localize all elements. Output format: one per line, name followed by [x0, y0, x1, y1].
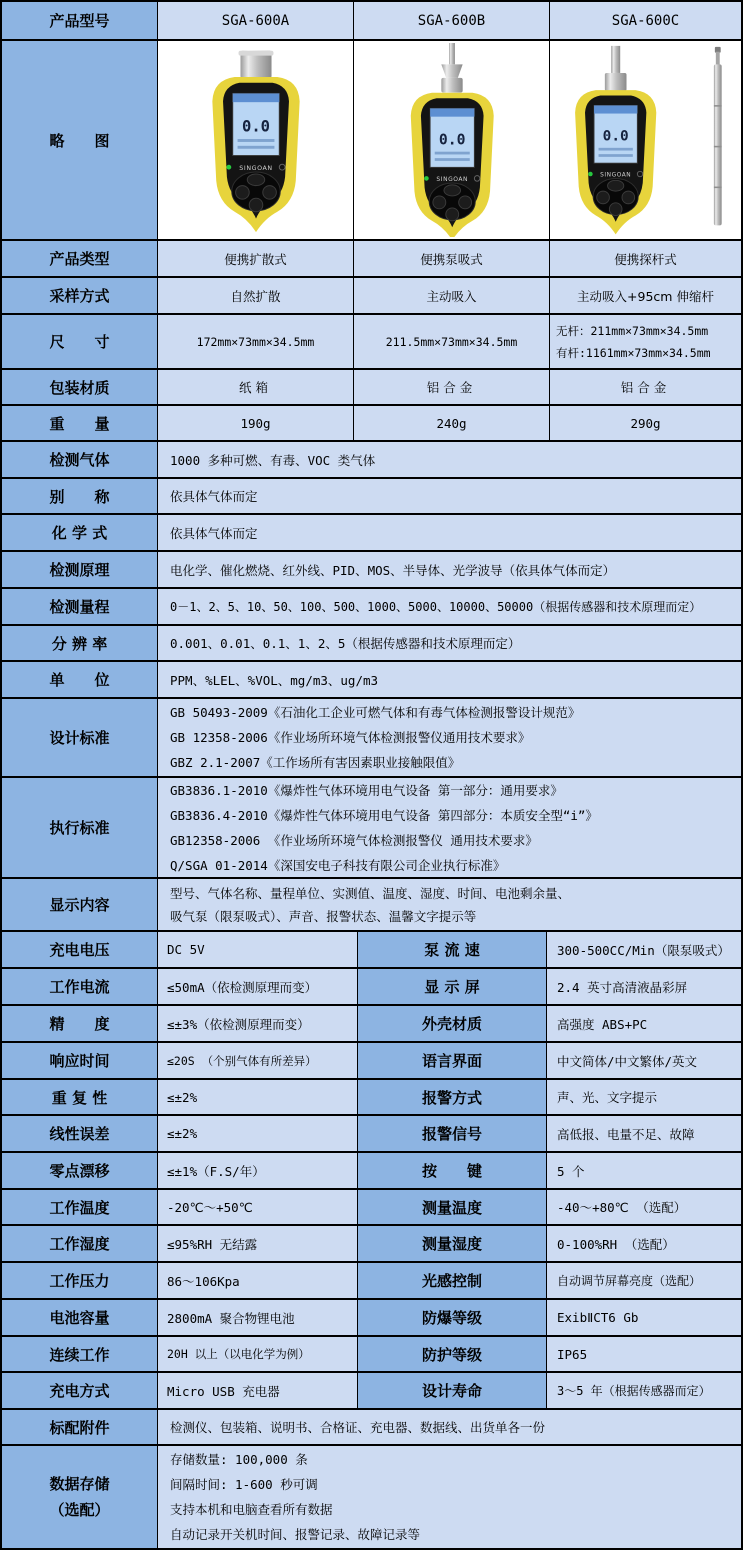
storage-line: 存储数量: 100,000 条 [170, 1452, 308, 1467]
row-label: 精 度 [2, 1006, 157, 1041]
standard-line: GB 50493-2009《石油化工企业可燃气体和有毒气体检测报警设计规范》 [170, 705, 581, 720]
row-label: 工作电流 [2, 969, 157, 1004]
row-label: 产品类型 [2, 241, 157, 276]
row-label: 工作温度 [2, 1190, 157, 1224]
spec-value: 240g [353, 406, 549, 440]
spec-value: 3～5 年（根据传感器而定） [546, 1373, 741, 1408]
spec-value: -40～+80℃ （选配） [546, 1190, 741, 1224]
spec-value: 纸箱 [157, 370, 353, 404]
table-row-exec-standards [2, 776, 741, 877]
model-name-a: SGA-600A [157, 2, 353, 39]
table-row [2, 624, 741, 660]
device-illustration-sga-600b [377, 43, 527, 237]
row-label: 设计寿命 [357, 1373, 546, 1408]
table-row [2, 1371, 741, 1408]
table-row [2, 1188, 741, 1224]
brand-text: SINGOAN [599, 172, 631, 179]
row-label: 测量温度 [357, 1190, 546, 1224]
table-row [2, 660, 741, 697]
table-row [2, 587, 741, 624]
row-label: 工作压力 [2, 1263, 157, 1298]
storage-line: 支持本机和电脑查看所有数据 [170, 1502, 333, 1517]
spec-value: DC 5V [157, 932, 357, 967]
device-illustration-sga-600c [551, 43, 741, 237]
spec-value: 高低报、电量不足、故障 [546, 1116, 741, 1151]
row-label: 包装材质 [2, 370, 157, 404]
row-label: 显示内容 [2, 879, 157, 930]
spec-value: 中文简体/中文繁体/英文 [546, 1043, 741, 1078]
row-label: 充电电压 [2, 932, 157, 967]
spec-value: 便携扩散式 [157, 241, 353, 276]
table-row [2, 368, 741, 404]
spec-value: 300-500CC/Min（限泵吸式） [546, 932, 741, 967]
spec-value [157, 778, 741, 877]
status-led [226, 165, 231, 170]
table-row-display-content [2, 877, 741, 930]
model-name-c: SGA-600C [549, 2, 741, 39]
spec-value: 自然扩散 [157, 278, 353, 313]
spec-value: 0.001、0.01、0.1、1、2、5（根据传感器和技术原理而定） [157, 626, 741, 660]
row-label: 连续工作 [2, 1337, 157, 1371]
storage-line: 间隔时间: 1-600 秒可调 [170, 1477, 318, 1492]
row-label: 电池容量 [2, 1300, 157, 1335]
row-label: 分 辨 率 [2, 626, 157, 660]
spec-value: 高强度 ABS+PC [546, 1006, 741, 1041]
spec-value [157, 879, 741, 930]
table-row-accessories [2, 1408, 741, 1444]
row-label-line: （选配） [49, 1501, 110, 1519]
spec-value: ≤±2% [157, 1116, 357, 1151]
table-row [2, 930, 741, 967]
spec-value: 5 个 [546, 1153, 741, 1188]
row-label [2, 1446, 157, 1548]
spec-value: 211.5mm×73mm×34.5mm [353, 315, 549, 368]
row-label: 重 复 性 [2, 1080, 157, 1114]
row-label: 零点漂移 [2, 1153, 157, 1188]
spec-value: 2800mA 聚合物锂电池 [157, 1300, 357, 1335]
table-row [2, 1261, 741, 1298]
standard-line: Q/SGA 01-2014《深国安电子科技有限公司企业执行标准》 [170, 857, 506, 873]
spec-value: ≤95%RH 无结露 [157, 1226, 357, 1261]
spec-value: IP65 [546, 1337, 741, 1371]
row-label: 充电方式 [2, 1373, 157, 1408]
row-label-product-model: 产品型号 [2, 2, 157, 39]
row-label: 显 示 屏 [357, 969, 546, 1004]
probe-tube [449, 43, 455, 64]
standard-line: GB 12358-2006《作业场所环境气体检测报警仪通用技术要求》 [170, 730, 531, 745]
spec-value: ≤50mA（依检测原理而变） [157, 969, 357, 1004]
sketch-cell-b [353, 41, 549, 239]
spec-value: 1000 多种可燃、有毒、VOC 类气体 [157, 442, 741, 477]
telescopic-rod-illustration [713, 47, 721, 225]
table-row [2, 1335, 741, 1371]
table-row [2, 513, 741, 550]
row-label: 泵 流 速 [357, 932, 546, 967]
standard-line: GB12358-2006 《作业场所环境气体检测报警仪 通用技术要求》 [170, 832, 538, 848]
row-label: 语言界面 [357, 1043, 546, 1078]
row-label: 报警信号 [357, 1116, 546, 1151]
row-label: 防爆等级 [357, 1300, 546, 1335]
row-label: 单 位 [2, 662, 157, 697]
spec-value: 依具体气体而定 [157, 479, 741, 513]
table-row [2, 239, 741, 276]
probe-tube [611, 46, 620, 73]
row-label: 别 称 [2, 479, 157, 513]
row-label: 防护等级 [357, 1337, 546, 1371]
spec-value: 86～106Kpa [157, 1263, 357, 1298]
row-label: 设计标准 [2, 699, 157, 776]
row-label: 报警方式 [357, 1080, 546, 1114]
spec-value: 检测仪、包装箱、说明书、合格证、充电器、数据线、出货单各一份 [157, 1410, 741, 1444]
spec-value [157, 1446, 741, 1548]
row-label: 检测原理 [2, 552, 157, 587]
row-label: 响应时间 [2, 1043, 157, 1078]
brand-text: SINGOAN [435, 176, 468, 184]
screen-reading: 0.0 [438, 131, 466, 149]
row-label-line: 数据存储 [49, 1475, 110, 1493]
spec-value: 铝合金 [353, 370, 549, 404]
table-row [2, 550, 741, 587]
row-label: 采样方式 [2, 278, 157, 313]
table-row [2, 477, 741, 513]
screen-reading: 0.0 [241, 117, 270, 136]
spec-value: ≤±1%（F.S/年） [157, 1153, 357, 1188]
display-content-line: 型号、气体名称、量程单位、实测值、温度、湿度、时间、电池剩余量、 [170, 885, 571, 901]
spec-value: Micro USB 充电器 [157, 1373, 357, 1408]
table-row [2, 1004, 741, 1041]
table-row-data-storage [2, 1444, 741, 1548]
sketch-cell-a [157, 41, 353, 239]
spec-value: ≤±2% [157, 1080, 357, 1114]
table-row [2, 1224, 741, 1261]
table-row [2, 1151, 741, 1188]
spec-value: 主动吸入 [353, 278, 549, 313]
row-label: 尺 寸 [2, 315, 157, 368]
brand-text: SINGOAN [238, 165, 273, 173]
row-label: 重 量 [2, 406, 157, 440]
spec-value: 铝合金 [549, 370, 741, 404]
device-illustration-sga-600a [181, 43, 331, 237]
table-row-header [2, 2, 741, 39]
display-content-line: 吸气泵（限泵吸式）、声音、报警状态、温馨文字提示等 [170, 908, 477, 924]
row-label: 检测气体 [2, 442, 157, 477]
dimension-line: 有杆:1161mm×73mm×34.5mm [556, 345, 711, 360]
table-row [2, 967, 741, 1004]
sketch-cell-c [549, 41, 741, 239]
spec-value: 0－1、2、5、10、50、100、500、1000、5000、10000、50000（根据传感器和技术原理而定） [157, 589, 741, 624]
spec-value: 20H 以上（以电化学为例） [157, 1337, 357, 1371]
row-label-sketch: 略 图 [2, 41, 157, 239]
table-row [2, 404, 741, 440]
spec-value: 电化学、催化燃烧、红外线、PID、MOS、半导体、光学波导（依具体气体而定） [157, 552, 741, 587]
spec-value: ExibⅡCT6 Gb [546, 1300, 741, 1335]
spec-value: 自动调节屏幕亮度（选配） [546, 1263, 741, 1298]
spec-value: 便携探杆式 [549, 241, 741, 276]
row-label: 光感控制 [357, 1263, 546, 1298]
row-label: 测量湿度 [357, 1226, 546, 1261]
standard-line: GB3836.1-2010《爆炸性气体环境用电气设备 第一部分：通用要求》 [170, 782, 563, 798]
screen-reading: 0.0 [602, 128, 629, 145]
standard-line: GB3836.4-2010《爆炸性气体环境用电气设备 第四部分：本质安全型“i”》 [170, 807, 598, 823]
dimension-line: 无杆：211mm×73mm×34.5mm [556, 323, 709, 338]
spec-value: 依具体气体而定 [157, 515, 741, 550]
row-label: 标配附件 [2, 1410, 157, 1444]
spec-value: ≤±3%（依检测原理而变） [157, 1006, 357, 1041]
spec-value: 290g [549, 406, 741, 440]
row-label: 检测量程 [2, 589, 157, 624]
spec-value: -20℃～+50℃ [157, 1190, 357, 1224]
row-label: 化 学 式 [2, 515, 157, 550]
row-label: 外壳材质 [357, 1006, 546, 1041]
table-row [2, 1041, 741, 1078]
spec-value: PPM、%LEL、%VOL、mg/m3、ug/m3 [157, 662, 741, 697]
model-name-b: SGA-600B [353, 2, 549, 39]
storage-line: 自动记录开关机时间、报警记录、故障记录等 [170, 1527, 421, 1542]
table-row [2, 440, 741, 477]
spec-value: 声、光、文字提示 [546, 1080, 741, 1114]
table-row [2, 313, 741, 368]
spec-value: 主动吸入+95cm 伸缩杆 [549, 278, 741, 313]
row-label: 执行标准 [2, 778, 157, 877]
spec-value [549, 315, 741, 368]
spec-value: 172mm×73mm×34.5mm [157, 315, 353, 368]
table-row-design-standards [2, 697, 741, 776]
table-row [2, 1114, 741, 1151]
row-label: 按 键 [357, 1153, 546, 1188]
status-led [588, 172, 593, 177]
table-row [2, 276, 741, 313]
spec-value: 190g [157, 406, 353, 440]
table-row-sketch [2, 39, 741, 239]
row-label: 工作湿度 [2, 1226, 157, 1261]
row-label: 线性误差 [2, 1116, 157, 1151]
spec-value: ≤20S （个别气体有所差异） [157, 1043, 357, 1078]
spec-value: 2.4 英寸高清液晶彩屏 [546, 969, 741, 1004]
table-row [2, 1078, 741, 1114]
spec-value [157, 699, 741, 776]
standard-line: GBZ 2.1-2007《工作场所有害因素职业接触限值》 [170, 755, 461, 770]
status-led [424, 176, 429, 181]
spec-value: 便携泵吸式 [353, 241, 549, 276]
table-row [2, 1298, 741, 1335]
spec-value: 0-100%RH （选配） [546, 1226, 741, 1261]
